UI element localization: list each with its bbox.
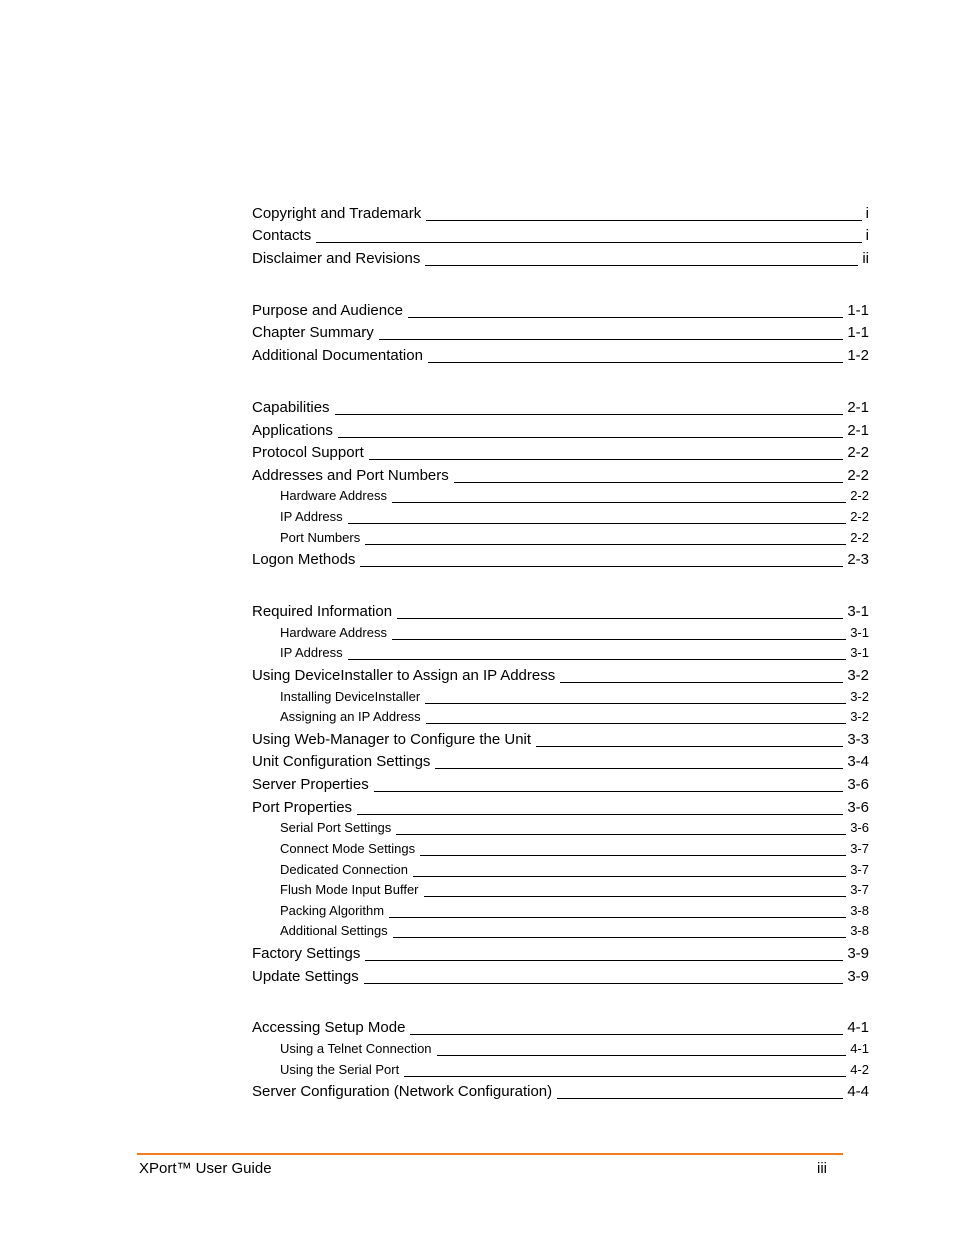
toc-entry[interactable] (252, 298, 869, 321)
toc-subentry[interactable] (252, 859, 869, 880)
toc-entry-title: Required Information (252, 603, 393, 621)
toc-entry-title: Additional Documentation (252, 347, 423, 365)
toc-entry[interactable] (252, 418, 869, 441)
toc-leader-line (420, 855, 846, 856)
toc-leader-line (338, 437, 843, 438)
toc-subentry[interactable] (252, 1038, 869, 1059)
toc-entry-page: 3-8 (850, 923, 869, 939)
toc-entry-page: 1-1 (847, 324, 869, 342)
toc-leader-line (560, 682, 843, 683)
toc-entry-page: 3-2 (850, 709, 869, 725)
toc-entry[interactable] (252, 964, 869, 987)
toc-entry[interactable] (252, 463, 869, 486)
toc-leader-line (348, 523, 847, 524)
toc-entry-title: Capabilities (252, 398, 330, 416)
toc-leader-line (435, 768, 843, 769)
toc-entry-title: Server Properties (252, 776, 369, 794)
toc-entry-title: Installing DeviceInstaller (280, 688, 421, 704)
toc-subentry[interactable] (252, 686, 869, 707)
toc-entry-title: Factory Settings (252, 945, 361, 963)
toc-entry-page: 4-2 (850, 1061, 869, 1077)
toc-entry-title: Server Configuration (Network Configuration) (252, 1083, 553, 1101)
toc-subentry[interactable] (252, 643, 869, 664)
toc-leader-line (397, 618, 843, 619)
toc-entry-title: Additional Settings (280, 923, 388, 939)
toc-leader-line (374, 791, 844, 792)
toc-leader-line (408, 317, 843, 318)
toc-entry-page: 2-2 (850, 509, 869, 525)
toc-subentry[interactable] (252, 818, 869, 839)
toc-entry-title: Using a Telnet Connection (280, 1041, 432, 1057)
toc-entry-page: 3-9 (847, 967, 869, 985)
toc-entry-page: 2-2 (850, 529, 869, 545)
toc-subentry[interactable] (252, 880, 869, 901)
toc-entry-page: 2-1 (847, 398, 869, 416)
toc-subentry[interactable] (252, 707, 869, 728)
toc-group (252, 599, 869, 986)
toc-entry-title: IP Address (280, 509, 343, 525)
toc-leader-line (424, 896, 847, 897)
toc-subentry[interactable] (252, 527, 869, 548)
toc-entry-page: 3-7 (850, 861, 869, 877)
toc-group (252, 298, 869, 366)
toc-entry-title: Addresses and Port Numbers (252, 466, 449, 484)
toc-entry-title: Port Numbers (280, 529, 361, 545)
toc-entry-page: 1-2 (847, 347, 869, 365)
toc-leader-line (426, 723, 847, 724)
toc-entry-title: Update Settings (252, 967, 359, 985)
toc-subentry[interactable] (252, 1059, 869, 1080)
toc-leader-line (389, 917, 846, 918)
toc-leader-line (379, 339, 844, 340)
toc-entry-page: 3-4 (847, 753, 869, 771)
toc-entry[interactable] (252, 321, 869, 344)
toc-subentry[interactable] (252, 486, 869, 507)
toc-group (252, 1016, 869, 1103)
toc-entry-page: i (865, 227, 869, 245)
toc-entry[interactable] (252, 201, 869, 224)
toc-leader-line (536, 746, 843, 747)
toc-entry-page: 4-1 (847, 1019, 869, 1037)
toc-entry-title: Using the Serial Port (280, 1061, 400, 1077)
toc-entry-page: 3-1 (850, 645, 869, 661)
toc-entry-title: Serial Port Settings (280, 820, 392, 836)
toc-leader-line (425, 703, 846, 704)
toc-leader-line (393, 937, 847, 938)
toc-leader-line (365, 960, 843, 961)
toc-entry-title: Unit Configuration Settings (252, 753, 431, 771)
toc-entry-page: 3-2 (850, 688, 869, 704)
toc-entry-page: 3-1 (847, 603, 869, 621)
toc-entry[interactable] (252, 1080, 869, 1103)
toc-entry-title: Port Properties (252, 798, 353, 816)
footer-page-number: iii (817, 1160, 827, 1177)
toc-leader-line (392, 639, 846, 640)
toc-entry-page: 2-2 (847, 466, 869, 484)
toc-entry-page: ii (862, 250, 869, 268)
toc-entry-page: 3-7 (850, 841, 869, 857)
toc-leader-line (428, 362, 843, 363)
toc-entry-page: 4-4 (847, 1083, 869, 1101)
toc-entry-page: 3-2 (847, 666, 869, 684)
toc-entry-title: Dedicated Connection (280, 861, 408, 877)
toc-entry[interactable] (252, 441, 869, 464)
toc-entry[interactable] (252, 795, 869, 818)
toc-leader-line (557, 1098, 843, 1099)
toc-entry[interactable] (252, 727, 869, 750)
toc-leader-line (396, 834, 846, 835)
toc-subentry[interactable] (252, 506, 869, 527)
toc-entry-title: Protocol Support (252, 444, 364, 462)
toc-leader-line (316, 242, 861, 243)
toc-subentry[interactable] (252, 838, 869, 859)
toc-entry[interactable] (252, 750, 869, 773)
toc-entry-title: Using Web-Manager to Configure the Unit (252, 730, 532, 748)
toc-entry[interactable] (252, 599, 869, 622)
toc-leader-line (437, 1055, 847, 1056)
toc-entry-title: IP Address (280, 645, 343, 661)
toc-entry-title: Logon Methods (252, 551, 356, 569)
toc-entry-page: 3-7 (850, 882, 869, 898)
toc-leader-line (425, 265, 858, 266)
toc-entry-page: 3-6 (850, 820, 869, 836)
toc-subentry[interactable] (252, 622, 869, 643)
toc-entry-title: Applications (252, 421, 333, 439)
toc-subentry[interactable] (252, 921, 869, 942)
toc-entry-page: 4-1 (850, 1041, 869, 1057)
toc-entry-title: Contacts (252, 227, 312, 245)
toc-entry-title: Copyright and Trademark (252, 204, 422, 222)
toc-entry-page: 2-1 (847, 421, 869, 439)
toc-leader-line (413, 876, 846, 877)
toc-entry[interactable] (252, 224, 869, 247)
toc-leader-line (410, 1034, 843, 1035)
toc-entry[interactable] (252, 246, 869, 269)
toc-entry-page: 3-1 (850, 624, 869, 640)
toc-entry[interactable] (252, 772, 869, 795)
footer-rule (137, 1153, 843, 1155)
toc-leader-line (404, 1076, 846, 1077)
toc-entry-title: Flush Mode Input Buffer (280, 882, 419, 898)
toc-entry-page: 2-3 (847, 551, 869, 569)
toc-leader-line (365, 544, 846, 545)
toc-entry-title: Connect Mode Settings (280, 841, 416, 857)
toc-entry-page: 3-3 (847, 730, 869, 748)
toc-leader-line (454, 482, 844, 483)
toc-leader-line (348, 659, 847, 660)
toc-entry[interactable] (252, 548, 869, 571)
toc-leader-line (369, 459, 844, 460)
toc-group (252, 395, 869, 570)
toc-entry-page: 2-2 (850, 488, 869, 504)
footer-title: XPort™ User Guide (139, 1160, 272, 1177)
toc-entry[interactable] (252, 343, 869, 366)
toc-leader-line (392, 502, 846, 503)
toc-entry-title: Hardware Address (280, 488, 387, 504)
toc-entry-title: Purpose and Audience (252, 301, 403, 319)
toc-entry-page: 1-1 (847, 301, 869, 319)
toc-entry-page: 3-9 (847, 945, 869, 963)
toc-entry-page: 3-6 (847, 776, 869, 794)
toc-leader-line (360, 566, 843, 567)
toc-entry[interactable] (252, 1016, 869, 1039)
toc-entry[interactable] (252, 395, 869, 418)
toc-entry-page: i (865, 204, 869, 222)
table-of-contents (252, 201, 869, 1131)
toc-entry-page: 3-8 (850, 902, 869, 918)
toc-entry-page: 3-6 (847, 798, 869, 816)
toc-subentry[interactable] (252, 900, 869, 921)
toc-entry-title: Using DeviceInstaller to Assign an IP Address (252, 666, 556, 684)
toc-entry[interactable] (252, 663, 869, 686)
toc-leader-line (364, 983, 844, 984)
toc-leader-line (357, 814, 843, 815)
toc-entry-title: Disclaimer and Revisions (252, 250, 421, 268)
toc-entry-title: Assigning an IP Address (280, 709, 421, 725)
toc-leader-line (426, 220, 861, 221)
toc-entry-title: Hardware Address (280, 624, 387, 640)
toc-entry[interactable] (252, 941, 869, 964)
toc-group (252, 201, 869, 269)
toc-entry-title: Packing Algorithm (280, 902, 385, 918)
toc-entry-title: Chapter Summary (252, 324, 374, 342)
toc-entry-title: Accessing Setup Mode (252, 1019, 406, 1037)
toc-entry-page: 2-2 (847, 444, 869, 462)
toc-leader-line (335, 414, 844, 415)
